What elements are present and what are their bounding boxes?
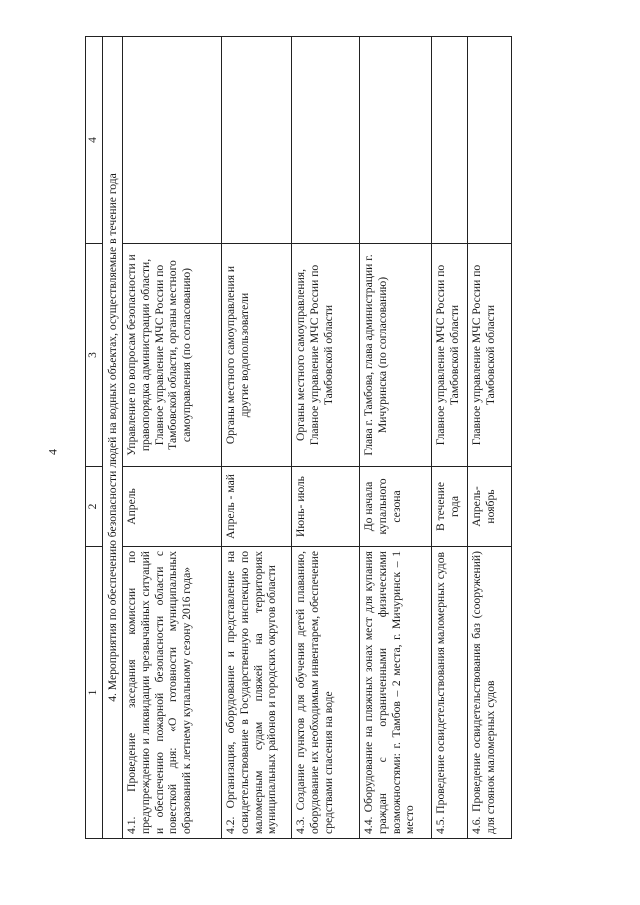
section-title: 4. Мероприятия по обеспечению безопасности людей на водных объектах, осуществляемые в течение года [102,37,123,839]
note-cell [468,37,512,244]
column-header-3: 3 [86,244,103,467]
column-header-2: 2 [86,467,103,547]
table-row [123,37,222,839]
table-row [360,37,432,839]
action-cell: 4.2. Организация, оборудование и представление на освидетельствование в Государственную инспекцию по маломерным судам пляжей на территориях муниципальных районов и городских округов области [222,547,292,839]
note-cell [123,37,222,244]
action-cell: 4.5. Проведение освидетельствования маломерных судов [432,547,468,839]
note-cell [360,37,432,244]
action-cell: 4.1. Проведение заседания комиссии по предупреждению и ликвидации чрезвычайных ситуаций и обеспечению пожарной безопасности области с повесткой дня: «О готовности муниципальных образований к летнему купальному сезону 2016 года» [123,547,222,839]
action-cell: 4.4. Оборудование на пляжных зонах мест для купания граждан с ограниченными физическими возможностями: г. Тамбов – 2 места, г. Мичуринск – 1 место [360,547,432,839]
header-row [86,37,103,839]
table-row [432,37,468,839]
responsible-cell: Органы местного самоуправления и другие водопользователи [222,244,292,467]
date-cell: Июнь- июль [292,467,360,547]
section-row [102,37,123,839]
responsible-cell: Глава г. Тамбова, глава администрации г. Мичуринска (по согласованию) [360,244,432,467]
responsible-cell: Главное управление МЧС России по Тамбовской области [432,244,468,467]
date-cell: До начала купального сезона [360,467,432,547]
responsible-cell: Управление по вопросам безопасности и правопорядка администрации области, Главное управление МЧС России по Тамбовской области, органы местного самоуправления (по согласованию) [123,244,222,467]
rotated-page-content [85,37,568,839]
note-cell [292,37,360,244]
action-cell: 4.6. Проведение освидетельствования баз (сооружений) для стоянок маломерных судов [468,547,512,839]
responsible-cell: Главное управление МЧС России по Тамбовской области [468,244,512,467]
action-cell: 4.3. Создание пунктов для обучения детей плаванию, оборудование их необходимым инвентарем, обеспечение средствами спасения на воде [292,547,360,839]
table-row [468,37,512,839]
note-cell [222,37,292,244]
column-header-4: 4 [86,37,103,244]
responsible-cell: Органы местного самоуправления, Главное управление МЧС России по Тамбовской области [292,244,360,467]
page-number: 4 [45,449,60,455]
note-cell [432,37,468,244]
date-cell: В течение года [432,467,468,547]
table-row [222,37,292,839]
column-header-1: 1 [86,547,103,839]
events-table [85,36,512,839]
table-row [292,37,360,839]
date-cell: Апрель - май [222,467,292,547]
date-cell: Апрель- ноябрь [468,467,512,547]
date-cell: Апрель [123,467,222,547]
